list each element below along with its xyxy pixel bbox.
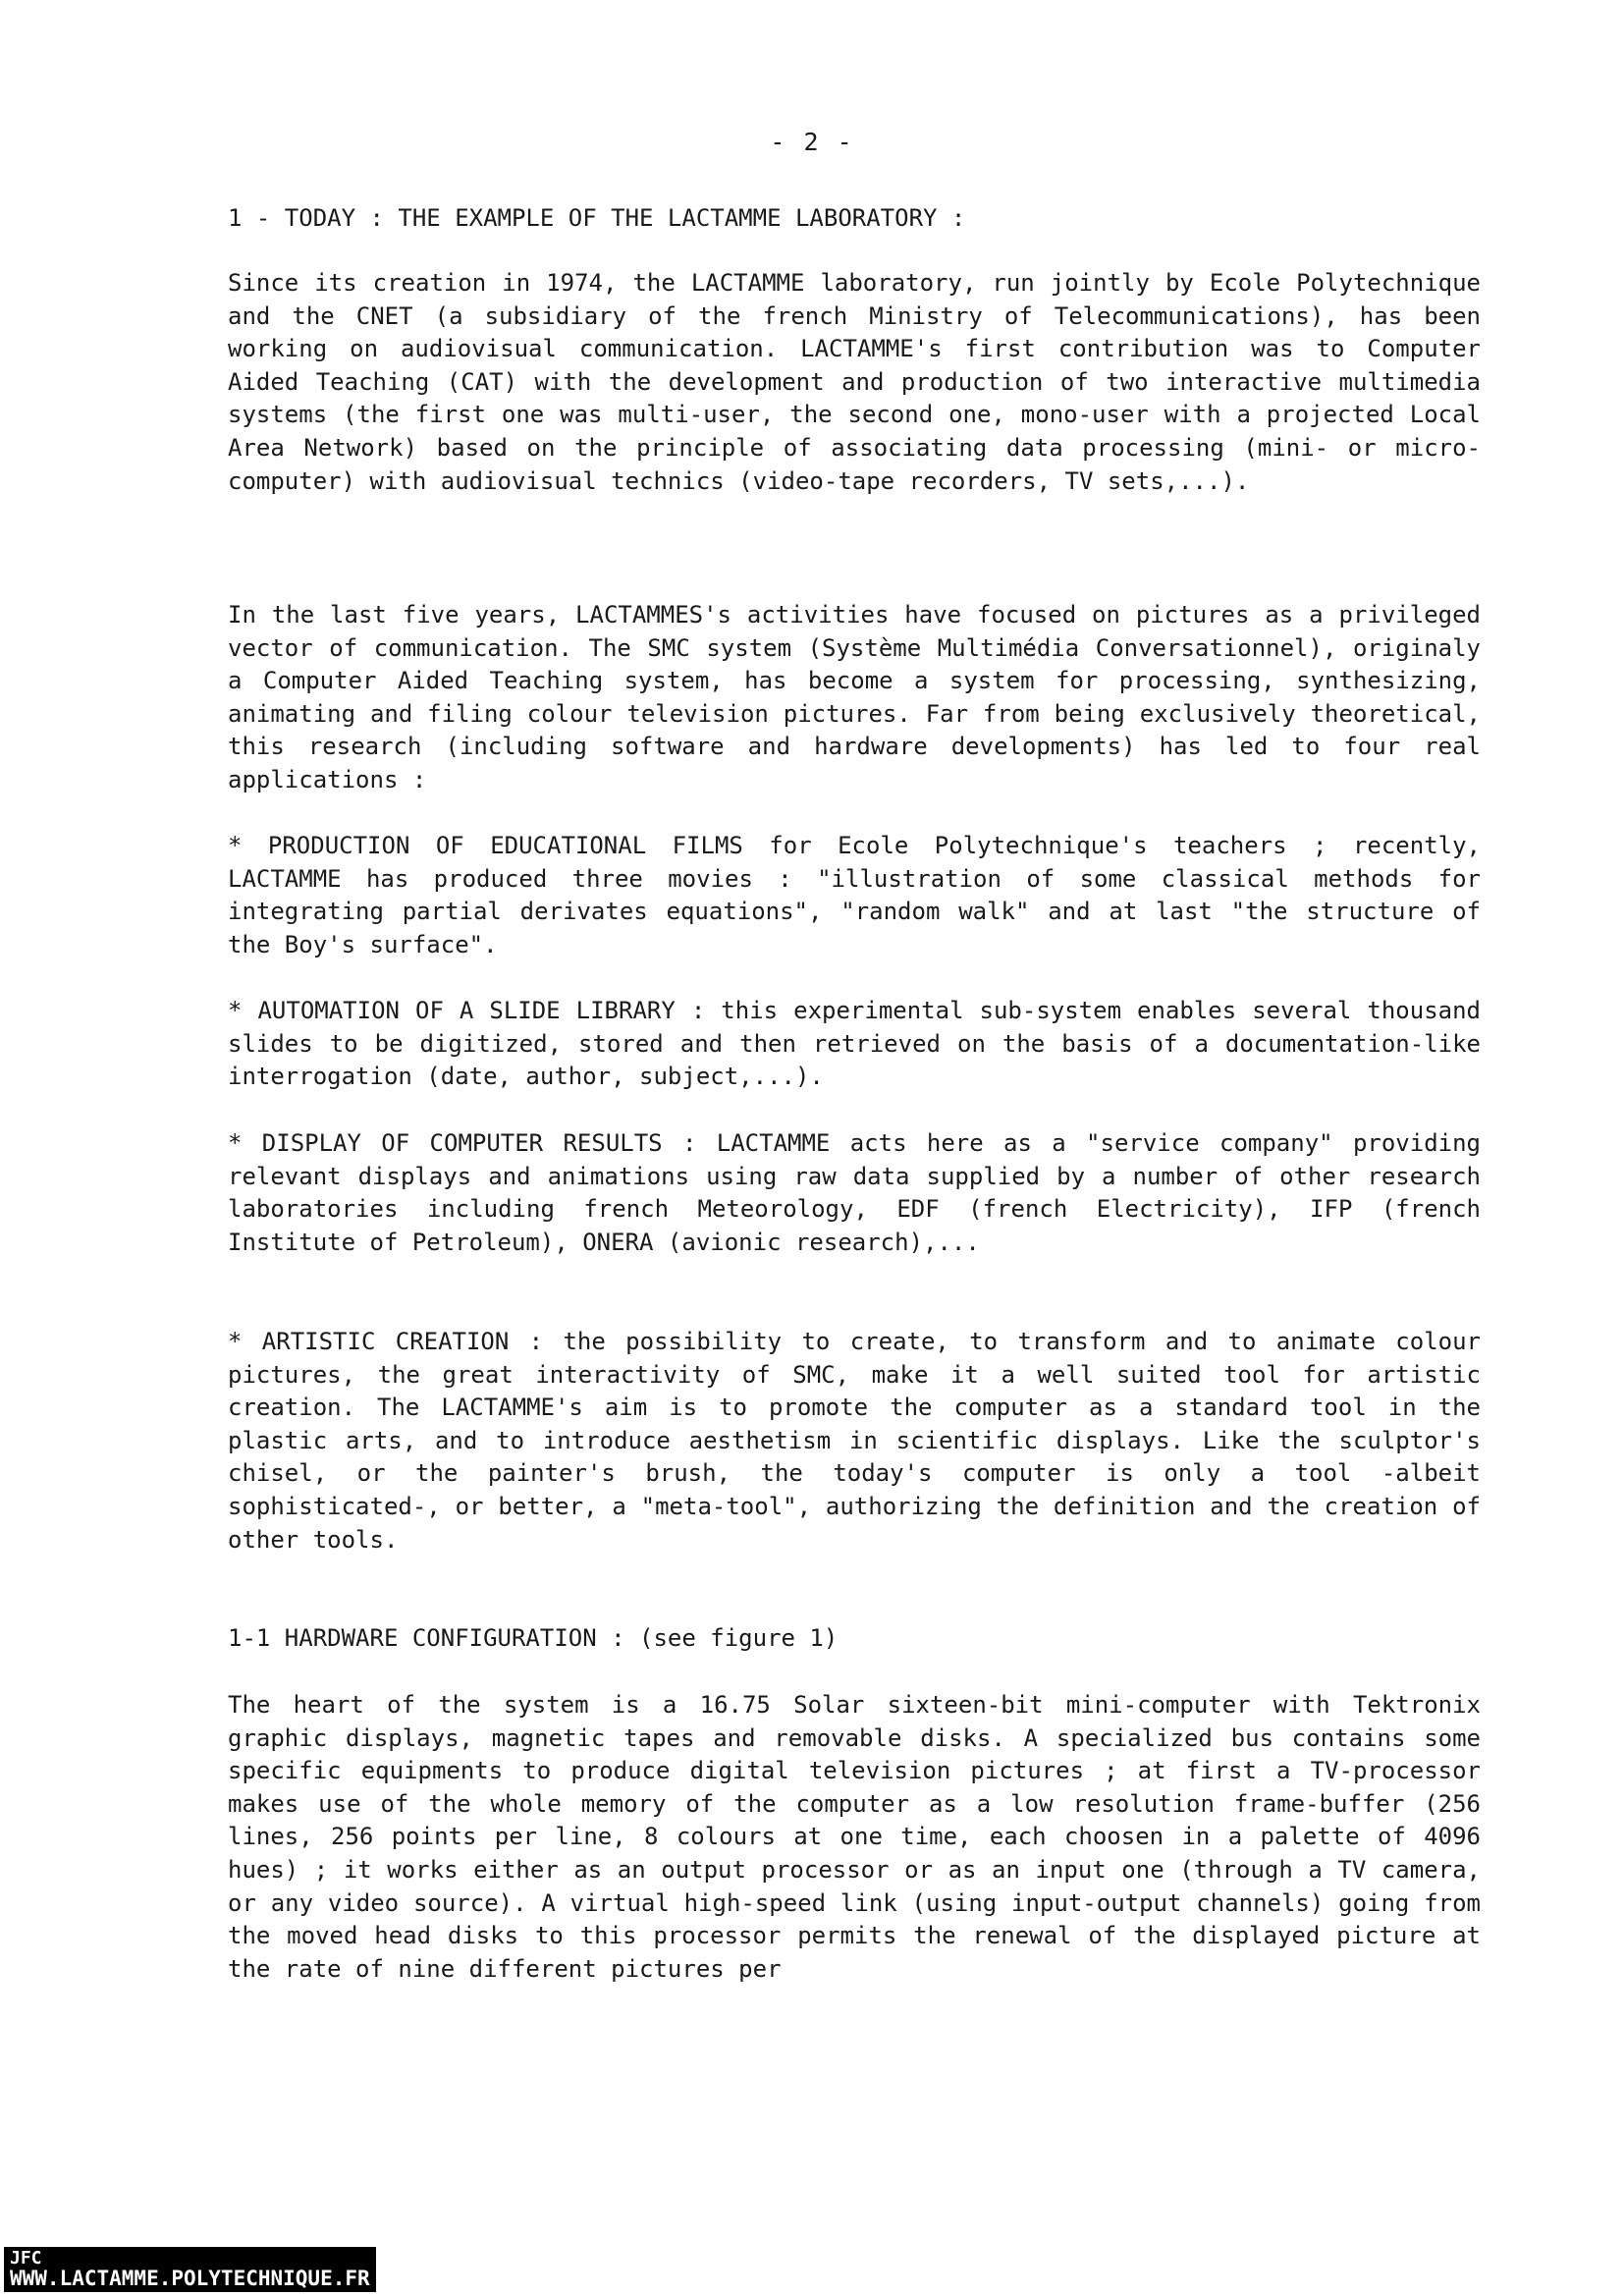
- subsection-heading-block: [228, 1622, 1481, 1656]
- paragraph-1-block: [228, 267, 1481, 498]
- paragraph-3-block: [228, 830, 1481, 961]
- paragraph-2-block: [228, 599, 1481, 797]
- subsection-heading: 1-1 HARDWARE CONFIGURATION : (see figure 1): [228, 1624, 839, 1652]
- paragraph-activities: In the last five years, LACTAMMES's activities have focused on pictures as a privileged vector of communication. The SMC system (Système Multimédia Conversationnel), originaly a Computer Aided Teaching system, has become a system for processing, synthesizing, animating and filing colour television pictures. Far from being exclusively theoretical, this research (including software and hardware developments) has led to four real applications :: [228, 601, 1481, 793]
- footer-watermark: [4, 2247, 376, 2292]
- section-heading: 1 - TODAY : THE EXAMPLE OF THE LACTAMME LABORATORY :: [228, 204, 966, 232]
- hardware-paragraph-block: [228, 1689, 1481, 1986]
- paragraph-4-block: [228, 995, 1481, 1094]
- paragraph-intro: Since its creation in 1974, the LACTAMME laboratory, run jointly by Ecole Polytechnique and the CNET (a subsidiary of the french Ministry of Telecommunications), has been working on audiovisual communication. LACTAMME's first contribution was to Computer Aided Teaching (CAT) with the development and production of two interactive multimedia systems (the first one was multi-user, the second one, mono-user with a projected Local Area Network) based on the principle of associating data processing (mini- or micro-computer) with audiovisual technics (video-tape recorders, TV sets,...).: [228, 269, 1481, 495]
- bullet-artistic-creation: * ARTISTIC CREATION : the possibility to create, to transform and to animate colour pictures, the great interactivity of SMC, make it a well suited tool for artistic creation. The LACTAMME's aim is to promote the computer as a standard tool in the plastic arts, and to introduce aesthetism in scientific displays. Like the sculptor's chisel, or the painter's brush, the today's computer is only a tool -albeit sophisticated-, or better, a "meta-tool", authorizing the definition and the creation of other tools.: [228, 1328, 1481, 1554]
- footer-tag: JFC: [10, 2248, 42, 2269]
- hardware-paragraph: The heart of the system is a 16.75 Solar sixteen-bit mini-computer with Tektronix graphic displays, magnetic tapes and removable disks. A specialized bus contains some specific equipments to produce digital television pictures ; at first a TV-processor makes use of the whole memory of the computer as a low resolution frame-buffer (256 lines, 256 points per line, 8 colours at one time, each choosen in a palette of 4096 hues) ; it works either as an output processor or as an input one (through a TV camera, or any video source). A virtual high-speed link (using input-output channels) going from the moved head disks to this processor permits the renewal of the displayed picture at the rate of nine different pictures per: [228, 1691, 1481, 1983]
- bullet-educational-films: * PRODUCTION OF EDUCATIONAL FILMS for Ecole Polytechnique's teachers ; recently, LACTAMME has produced three movies : "illustration of some classical methods for integrating partial derivates equations", "random walk" and at last "the structure of the Boy's surface".: [228, 832, 1481, 958]
- footer-url: WWW.LACTAMME.POLYTECHNIQUE.FR: [10, 2267, 370, 2290]
- bullet-slide-library: * AUTOMATION OF A SLIDE LIBRARY : this experimental sub-system enables several thousand slides to be digitized, stored and then retrieved on the basis of a documentation-like interrogation (date, author, subject,...).: [228, 997, 1481, 1091]
- page-number: - 2 -: [770, 128, 854, 156]
- paragraph-6-block: [228, 1326, 1481, 1557]
- paragraph-5-block: [228, 1127, 1481, 1259]
- section-heading-block: [228, 202, 1481, 236]
- bullet-computer-results: * DISPLAY OF COMPUTER RESULTS : LACTAMME acts here as a "service company" providing relevant displays and animations using raw data supplied by a number of other research laboratories including french Meteorology, EDF (french Electricity), IFP (french Institute of Petroleum), ONERA (avionic research),...: [228, 1129, 1481, 1256]
